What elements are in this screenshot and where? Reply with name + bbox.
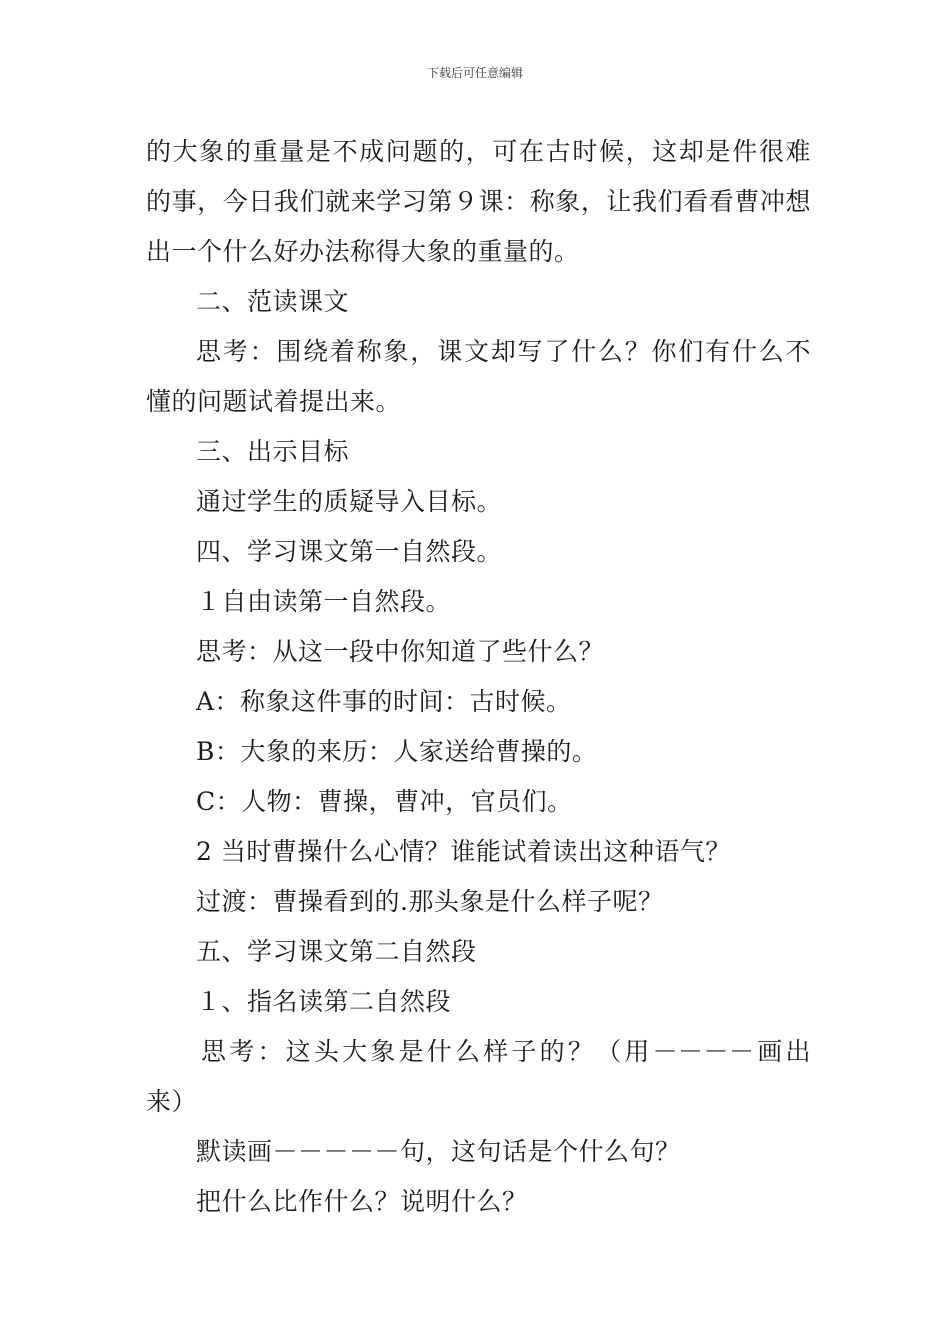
paragraph-line: 来） <box>146 1087 198 1116</box>
list-item: 2 当时曹操什么心情？谁能试着读出这种语气？ <box>196 837 731 866</box>
section-heading: 三、出示目标 <box>196 437 350 466</box>
paragraph-line: 通过学生的质疑导入目标。 <box>196 487 503 516</box>
paragraph-line: 懂的问题试着提出来。 <box>146 387 402 416</box>
list-item: C：人物：曹操，曹冲，官员们。 <box>196 787 573 816</box>
section-heading: 四、学习课文第一自然段。 <box>196 537 503 566</box>
paragraph-line: 思考：这头大象是什么样子的？（用－－－－画出 <box>201 1037 811 1066</box>
paragraph-line: 出一个什么好办法称得大象的重量的。 <box>146 237 580 266</box>
paragraph-line: 的事，今日我们就来学习第９课：称象，让我们看看曹冲想 <box>146 187 811 216</box>
section-heading: 二、范读课文 <box>196 287 350 316</box>
page-header: 下载后可任意编辑 <box>426 66 523 80</box>
list-item: １、指名读第二自然段 <box>196 987 452 1016</box>
section-heading: 五、学习课文第二自然段 <box>196 937 477 966</box>
paragraph-line: 过渡：曹操看到的.那头象是什么样子呢？ <box>196 887 664 916</box>
list-item: B：大象的来历：人家送给曹操的。 <box>196 737 598 766</box>
list-item: １自由读第一自然段。 <box>196 587 452 616</box>
paragraph-line: 的大象的重量是不成问题的，可在古时候，这却是件很难 <box>146 137 811 166</box>
paragraph-line: 默读画－－－－－句，这句话是个什么句？ <box>196 1137 681 1166</box>
paragraph-line: 把什么比作什么？说明什么？ <box>196 1187 528 1216</box>
list-item: A：称象这件事的时间：古时候。 <box>196 687 572 716</box>
paragraph-line: 思考：从这一段中你知道了些什么？ <box>196 637 605 666</box>
document-body <box>146 127 811 1227</box>
paragraph-line: 思考：围绕着称象，课文却写了什么？你们有什么不 <box>196 337 811 366</box>
